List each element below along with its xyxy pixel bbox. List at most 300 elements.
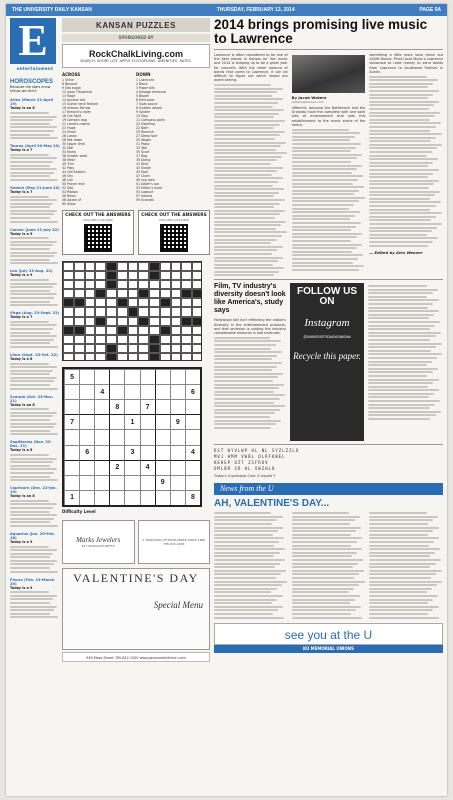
sudoku-cell[interactable] bbox=[124, 399, 139, 414]
sudoku-cell[interactable] bbox=[185, 369, 200, 384]
crossword-cell[interactable] bbox=[95, 307, 106, 316]
crossword-cell[interactable] bbox=[128, 344, 139, 353]
sudoku-cell[interactable] bbox=[170, 384, 185, 399]
difficulty-level: Difficulty Level bbox=[62, 509, 96, 514]
crossword-cell[interactable] bbox=[171, 298, 182, 307]
crossword-cell[interactable] bbox=[74, 280, 85, 289]
sudoku-cell[interactable] bbox=[170, 475, 185, 490]
jewelers-ad[interactable] bbox=[62, 520, 135, 564]
crossword-cell[interactable] bbox=[181, 262, 192, 271]
sudoku-cell[interactable] bbox=[170, 429, 185, 444]
text-line bbox=[369, 198, 429, 200]
crossword-cell[interactable] bbox=[138, 317, 149, 326]
sign-rating: Today is an 8 bbox=[10, 106, 35, 111]
text-line bbox=[369, 552, 435, 554]
crossword-cell[interactable] bbox=[160, 298, 171, 307]
jewelers-tag-ad[interactable] bbox=[138, 520, 211, 564]
crossword-cell[interactable] bbox=[128, 326, 139, 335]
crossword-cell[interactable] bbox=[181, 280, 192, 289]
crossword-cell[interactable] bbox=[192, 353, 202, 361]
crossword-cell[interactable] bbox=[149, 344, 160, 353]
sudoku-grid[interactable] bbox=[62, 367, 202, 507]
crossword-cell[interactable] bbox=[160, 335, 171, 344]
crossword-cell[interactable] bbox=[192, 289, 202, 298]
text-line bbox=[369, 194, 435, 196]
crossword-cell[interactable] bbox=[192, 344, 202, 353]
text-line bbox=[214, 398, 280, 400]
sudoku-cell[interactable] bbox=[109, 369, 124, 384]
crossword-cell[interactable] bbox=[149, 335, 160, 344]
sudoku-cell[interactable] bbox=[155, 414, 170, 429]
crossword-cell[interactable] bbox=[160, 280, 171, 289]
crossword-cell[interactable] bbox=[192, 307, 202, 316]
sudoku-cell[interactable] bbox=[155, 399, 170, 414]
crossword-cell[interactable] bbox=[171, 271, 182, 280]
sudoku-cell[interactable] bbox=[79, 369, 94, 384]
crossword-cell[interactable] bbox=[138, 280, 149, 289]
crossword-cell[interactable] bbox=[160, 262, 171, 271]
sudoku-cell[interactable] bbox=[140, 414, 155, 429]
crossword-cell[interactable] bbox=[63, 289, 74, 298]
crossword-cell[interactable] bbox=[85, 289, 96, 298]
sudoku-cell[interactable] bbox=[94, 475, 109, 490]
crossword-cell[interactable] bbox=[95, 289, 106, 298]
crossword-cell[interactable] bbox=[95, 271, 106, 280]
clue-item: 1 Shine bbox=[62, 78, 74, 82]
crossword-cell[interactable] bbox=[149, 326, 160, 335]
crossword-cell[interactable] bbox=[181, 317, 192, 326]
text-line bbox=[292, 183, 353, 185]
sudoku-cell[interactable] bbox=[124, 490, 139, 505]
article-headline: 2014 brings promising live music to Lawrence bbox=[214, 17, 428, 46]
sudoku-cell[interactable]: 1 bbox=[64, 490, 79, 505]
answers-box-1[interactable] bbox=[62, 210, 134, 255]
sudoku-cell[interactable] bbox=[64, 475, 79, 490]
crossword-cell[interactable] bbox=[95, 262, 106, 271]
text-line bbox=[214, 149, 276, 151]
crossword-cell[interactable] bbox=[63, 280, 74, 289]
news-fill bbox=[292, 511, 366, 619]
sign-rating: Today is a 9 bbox=[10, 273, 33, 278]
crossword-cell[interactable] bbox=[192, 317, 202, 326]
crossword-cell[interactable] bbox=[85, 326, 96, 335]
crossword-cell[interactable] bbox=[74, 344, 85, 353]
text-line bbox=[368, 375, 427, 377]
sudoku-cell[interactable] bbox=[124, 384, 139, 399]
text-line bbox=[292, 265, 364, 267]
crossword-cell[interactable] bbox=[74, 317, 85, 326]
crossword-cell[interactable] bbox=[117, 298, 128, 307]
crossword-cell[interactable] bbox=[106, 353, 117, 361]
crossword-cell[interactable] bbox=[149, 298, 160, 307]
crossword-cell[interactable] bbox=[117, 326, 128, 335]
text-line bbox=[10, 370, 53, 372]
sudoku-cell[interactable] bbox=[170, 460, 185, 475]
crossword-cell[interactable] bbox=[117, 317, 128, 326]
text-line bbox=[10, 157, 57, 159]
follow-us-ad[interactable] bbox=[290, 283, 364, 441]
crossword-cell[interactable] bbox=[171, 335, 182, 344]
text-line bbox=[214, 420, 281, 422]
crossword-cell[interactable] bbox=[74, 335, 85, 344]
crossword-cell[interactable] bbox=[149, 317, 160, 326]
text-line bbox=[369, 130, 430, 132]
text-line bbox=[214, 88, 283, 90]
text-line bbox=[292, 559, 363, 561]
crossword-cell[interactable] bbox=[106, 317, 117, 326]
crossword-cell[interactable] bbox=[74, 262, 85, 271]
sudoku-cell[interactable] bbox=[109, 384, 124, 399]
text-line bbox=[10, 553, 53, 555]
sudoku-cell[interactable] bbox=[109, 475, 124, 490]
text-line bbox=[10, 213, 54, 215]
crossword-cell[interactable] bbox=[106, 262, 117, 271]
text-line bbox=[369, 187, 429, 189]
sudoku-cell[interactable] bbox=[94, 490, 109, 505]
sudoku-cell[interactable] bbox=[124, 460, 139, 475]
sudoku-cell[interactable] bbox=[155, 429, 170, 444]
sudoku-cell[interactable]: 2 bbox=[109, 460, 124, 475]
crossword-cell[interactable] bbox=[171, 326, 182, 335]
sudoku-cell[interactable] bbox=[94, 445, 109, 460]
text-line bbox=[292, 613, 351, 615]
qr-code-icon bbox=[160, 224, 188, 252]
clue-item: 39 Doing bbox=[136, 158, 151, 162]
crossword-cell[interactable] bbox=[117, 271, 128, 280]
sudoku-cell[interactable] bbox=[79, 475, 94, 490]
crossword-cell[interactable] bbox=[160, 326, 171, 335]
article-fill bbox=[214, 337, 286, 429]
text-line bbox=[10, 154, 49, 156]
crossword-cell[interactable] bbox=[171, 289, 182, 298]
sudoku-cell[interactable] bbox=[155, 490, 170, 505]
crossword-cell[interactable] bbox=[181, 307, 192, 316]
crossword-cell[interactable] bbox=[128, 298, 139, 307]
crossword-cell[interactable] bbox=[117, 353, 128, 361]
crossword-cell[interactable] bbox=[63, 353, 74, 361]
sudoku-cell[interactable] bbox=[185, 460, 200, 475]
crossword-cell[interactable] bbox=[63, 326, 74, 335]
crossword-cell[interactable] bbox=[149, 307, 160, 316]
sudoku-cell[interactable]: 5 bbox=[64, 369, 79, 384]
crossword-cell[interactable] bbox=[85, 353, 96, 361]
text-line bbox=[10, 217, 50, 219]
crossword-cell[interactable] bbox=[192, 335, 202, 344]
text-line bbox=[292, 244, 363, 246]
crossword-cell[interactable] bbox=[106, 280, 117, 289]
crossword-cell[interactable] bbox=[63, 262, 74, 271]
sudoku-cell[interactable] bbox=[155, 369, 170, 384]
crossword-cell[interactable] bbox=[171, 280, 182, 289]
sudoku-cell[interactable] bbox=[64, 460, 79, 475]
crossword-cell[interactable] bbox=[138, 307, 149, 316]
crossword-cell[interactable] bbox=[171, 307, 182, 316]
sudoku-cell[interactable]: 8 bbox=[185, 490, 200, 505]
publication-date: THURSDAY, FEBRUARY 13, 2014 bbox=[216, 7, 295, 13]
text-line bbox=[369, 512, 426, 514]
crossword-cell[interactable] bbox=[117, 344, 128, 353]
crossword-cell[interactable] bbox=[160, 317, 171, 326]
crossword-cell[interactable] bbox=[74, 353, 85, 361]
sudoku-cell[interactable] bbox=[94, 369, 109, 384]
sudoku-cell[interactable] bbox=[94, 414, 109, 429]
crossword-cell[interactable] bbox=[128, 280, 139, 289]
crossword-grid[interactable] bbox=[62, 261, 202, 361]
text-line bbox=[10, 137, 58, 139]
crossword-cell[interactable] bbox=[138, 335, 149, 344]
down-clues bbox=[136, 72, 210, 206]
sudoku-cell[interactable]: 4 bbox=[140, 460, 155, 475]
sudoku-cell[interactable]: 6 bbox=[79, 445, 94, 460]
sudoku-cell[interactable]: 9 bbox=[155, 475, 170, 490]
text-line bbox=[214, 559, 285, 561]
text-line bbox=[369, 216, 436, 218]
crossword-cell[interactable] bbox=[106, 271, 117, 280]
sign-rating: Today is a 7 bbox=[10, 148, 33, 153]
sudoku-cell[interactable] bbox=[170, 369, 185, 384]
sudoku-cell[interactable] bbox=[94, 429, 109, 444]
sudoku-cell[interactable] bbox=[79, 460, 94, 475]
sudoku-cell[interactable]: 6 bbox=[185, 384, 200, 399]
crossword-cell[interactable] bbox=[181, 326, 192, 335]
crossword-cell[interactable] bbox=[160, 307, 171, 316]
crossword-cell[interactable] bbox=[128, 307, 139, 316]
crossword-cell[interactable] bbox=[63, 335, 74, 344]
crossword-cell[interactable] bbox=[192, 271, 202, 280]
crossword-cell[interactable] bbox=[128, 317, 139, 326]
crossword-cell[interactable] bbox=[106, 335, 117, 344]
sudoku-cell[interactable] bbox=[140, 384, 155, 399]
crossword-cell[interactable] bbox=[128, 262, 139, 271]
crossword-cell[interactable] bbox=[85, 271, 96, 280]
sudoku-cell[interactable] bbox=[79, 384, 94, 399]
crossword-cell[interactable] bbox=[138, 298, 149, 307]
crossword-cell[interactable] bbox=[138, 289, 149, 298]
crossword-cell[interactable] bbox=[181, 298, 192, 307]
text-line bbox=[10, 560, 57, 562]
crossword-cell[interactable] bbox=[106, 344, 117, 353]
sponsor-ad[interactable] bbox=[62, 44, 210, 68]
sudoku-cell[interactable] bbox=[64, 445, 79, 460]
text-line bbox=[369, 133, 441, 135]
sudoku-cell[interactable] bbox=[140, 445, 155, 460]
sudoku-cell[interactable]: 1 bbox=[124, 414, 139, 429]
text-line bbox=[369, 559, 440, 561]
crossword-cell[interactable] bbox=[138, 344, 149, 353]
answers-box-2[interactable] bbox=[138, 210, 210, 255]
sudoku-cell[interactable] bbox=[124, 475, 139, 490]
horoscopes-intro: Because the stars know things we don't. bbox=[10, 85, 51, 94]
horoscope-sign bbox=[10, 98, 60, 139]
sudoku-cell[interactable] bbox=[170, 490, 185, 505]
author-email[interactable]: jwaters@kansan.com bbox=[291, 100, 324, 104]
sudoku-cell[interactable] bbox=[109, 445, 124, 460]
crossword-cell[interactable] bbox=[85, 344, 96, 353]
crossword-cell[interactable] bbox=[85, 307, 96, 316]
sudoku-cell[interactable] bbox=[94, 460, 109, 475]
crossword-cell[interactable] bbox=[63, 271, 74, 280]
text-line bbox=[10, 454, 49, 456]
crossword-cell[interactable] bbox=[63, 344, 74, 353]
crossword-cell[interactable] bbox=[106, 326, 117, 335]
sudoku-cell[interactable] bbox=[155, 384, 170, 399]
crossword-cell[interactable] bbox=[106, 289, 117, 298]
text-line bbox=[10, 126, 57, 128]
crossword-cell[interactable] bbox=[138, 326, 149, 335]
sudoku-cell[interactable] bbox=[185, 414, 200, 429]
crossword-cell[interactable] bbox=[85, 298, 96, 307]
crossword-cell[interactable] bbox=[181, 271, 192, 280]
crossword-cell[interactable] bbox=[85, 317, 96, 326]
sudoku-cell[interactable] bbox=[109, 429, 124, 444]
sudoku-cell[interactable] bbox=[94, 399, 109, 414]
crossword-cell[interactable] bbox=[160, 353, 171, 361]
crossword-cell[interactable] bbox=[117, 262, 128, 271]
crossword-cell[interactable] bbox=[171, 353, 182, 361]
see-you-banner[interactable]: see you at the U bbox=[214, 623, 443, 645]
sudoku-cell[interactable]: 8 bbox=[109, 399, 124, 414]
text-line bbox=[292, 233, 362, 235]
crossword-cell[interactable] bbox=[128, 353, 139, 361]
sudoku-cell[interactable]: 3 bbox=[124, 445, 139, 460]
crossword-cell[interactable] bbox=[117, 280, 128, 289]
sudoku-cell[interactable] bbox=[140, 490, 155, 505]
sudoku-cell[interactable]: 4 bbox=[94, 384, 109, 399]
crossword-cell[interactable] bbox=[138, 262, 149, 271]
text-line bbox=[369, 79, 438, 81]
sudoku-cell[interactable] bbox=[79, 414, 94, 429]
sudoku-cell[interactable] bbox=[185, 429, 200, 444]
crossword-cell[interactable] bbox=[74, 307, 85, 316]
text-line bbox=[10, 259, 50, 261]
crossword-cell[interactable] bbox=[95, 335, 106, 344]
sudoku-cell[interactable] bbox=[124, 369, 139, 384]
sudoku-cell[interactable] bbox=[79, 399, 94, 414]
text-line bbox=[292, 519, 355, 521]
sudoku-cell[interactable] bbox=[64, 384, 79, 399]
sudoku-cell[interactable] bbox=[170, 445, 185, 460]
crossword-cell[interactable] bbox=[171, 344, 182, 353]
crossword-cell[interactable] bbox=[138, 353, 149, 361]
text-line bbox=[214, 384, 284, 386]
crossword-cell[interactable] bbox=[171, 317, 182, 326]
crossword-cell[interactable] bbox=[74, 298, 85, 307]
sudoku-cell[interactable]: 7 bbox=[64, 414, 79, 429]
sudoku-cell[interactable] bbox=[124, 429, 139, 444]
clue-item: 40 Trim bbox=[62, 162, 74, 166]
sudoku-cell[interactable] bbox=[155, 460, 170, 475]
text-line bbox=[292, 262, 353, 264]
crossword-cell[interactable] bbox=[85, 280, 96, 289]
crossword-cell[interactable] bbox=[117, 289, 128, 298]
text-line bbox=[292, 240, 352, 242]
article-byline: By Jacob Waters bbox=[291, 95, 327, 100]
sudoku-cell[interactable] bbox=[155, 445, 170, 460]
crossword-cell[interactable] bbox=[181, 353, 192, 361]
crossword-cell[interactable] bbox=[160, 289, 171, 298]
text-line bbox=[214, 355, 277, 357]
cryptoquip bbox=[214, 448, 443, 472]
crossword-cell[interactable] bbox=[95, 280, 106, 289]
crossword-cell[interactable] bbox=[149, 289, 160, 298]
text-line bbox=[292, 269, 359, 271]
crossword-cell[interactable] bbox=[160, 344, 171, 353]
text-line bbox=[214, 573, 281, 575]
sudoku-cell[interactable] bbox=[79, 490, 94, 505]
crossword-cell[interactable] bbox=[181, 335, 192, 344]
sudoku-cell[interactable]: 7 bbox=[140, 399, 155, 414]
sudoku-cell[interactable] bbox=[64, 429, 79, 444]
crossword-cell[interactable] bbox=[171, 262, 182, 271]
crossword-cell[interactable] bbox=[149, 271, 160, 280]
crossword-cell[interactable] bbox=[149, 353, 160, 361]
sudoku-cell[interactable] bbox=[64, 399, 79, 414]
crossword-cell[interactable] bbox=[74, 326, 85, 335]
crossword-cell[interactable] bbox=[117, 335, 128, 344]
instagram-handle[interactable]: @UNIVERSITYDAILYKANSAN bbox=[303, 335, 351, 340]
recycle-text: Recycle this paper. bbox=[293, 351, 361, 362]
crossword-cell[interactable] bbox=[106, 298, 117, 307]
crossword-cell[interactable] bbox=[95, 344, 106, 353]
sudoku-cell[interactable] bbox=[185, 475, 200, 490]
crossword-cell[interactable] bbox=[117, 307, 128, 316]
crossword-cell[interactable] bbox=[128, 335, 139, 344]
crossword-cell[interactable] bbox=[63, 298, 74, 307]
text-line bbox=[10, 252, 57, 254]
sudoku-cell[interactable] bbox=[170, 399, 185, 414]
crossword-cell[interactable] bbox=[128, 271, 139, 280]
crossword-cell[interactable] bbox=[138, 271, 149, 280]
sudoku-cell[interactable]: 4 bbox=[185, 445, 200, 460]
sudoku-cell[interactable]: 9 bbox=[170, 414, 185, 429]
crossword-cell[interactable] bbox=[192, 298, 202, 307]
crossword-cell[interactable] bbox=[85, 262, 96, 271]
text-line bbox=[214, 217, 275, 219]
sudoku-cell[interactable] bbox=[109, 490, 124, 505]
crossword-cell[interactable] bbox=[74, 289, 85, 298]
crossword-cell[interactable] bbox=[95, 298, 106, 307]
crossword-cell[interactable] bbox=[63, 307, 74, 316]
crossword-cell[interactable] bbox=[192, 326, 202, 335]
crossword-cell[interactable] bbox=[95, 326, 106, 335]
crossword-cell[interactable] bbox=[192, 262, 202, 271]
crossword-cell[interactable] bbox=[95, 353, 106, 361]
sudoku-cell[interactable] bbox=[140, 475, 155, 490]
crossword-cell[interactable] bbox=[149, 280, 160, 289]
text-line bbox=[10, 324, 57, 326]
sudoku-cell[interactable] bbox=[140, 369, 155, 384]
crossword-cell[interactable] bbox=[149, 262, 160, 271]
valentines-ad[interactable] bbox=[62, 568, 210, 650]
crossword-cell[interactable] bbox=[63, 317, 74, 326]
crossword-cell[interactable] bbox=[95, 317, 106, 326]
sudoku-cell[interactable] bbox=[185, 399, 200, 414]
sudoku-cell[interactable] bbox=[79, 429, 94, 444]
crossword-cell[interactable] bbox=[128, 289, 139, 298]
crossword-cell[interactable] bbox=[192, 280, 202, 289]
clue-item: 57 Ireland bbox=[136, 194, 153, 198]
sudoku-cell[interactable] bbox=[109, 414, 124, 429]
crossword-cell[interactable] bbox=[181, 344, 192, 353]
crossword-cell[interactable] bbox=[106, 307, 117, 316]
crossword-cell[interactable] bbox=[181, 289, 192, 298]
crossword-cell[interactable] bbox=[85, 335, 96, 344]
crossword-cell[interactable] bbox=[74, 271, 85, 280]
sudoku-cell[interactable] bbox=[140, 429, 155, 444]
crossword-cell[interactable] bbox=[160, 271, 171, 280]
text-line bbox=[214, 581, 287, 583]
text-line bbox=[369, 573, 436, 575]
